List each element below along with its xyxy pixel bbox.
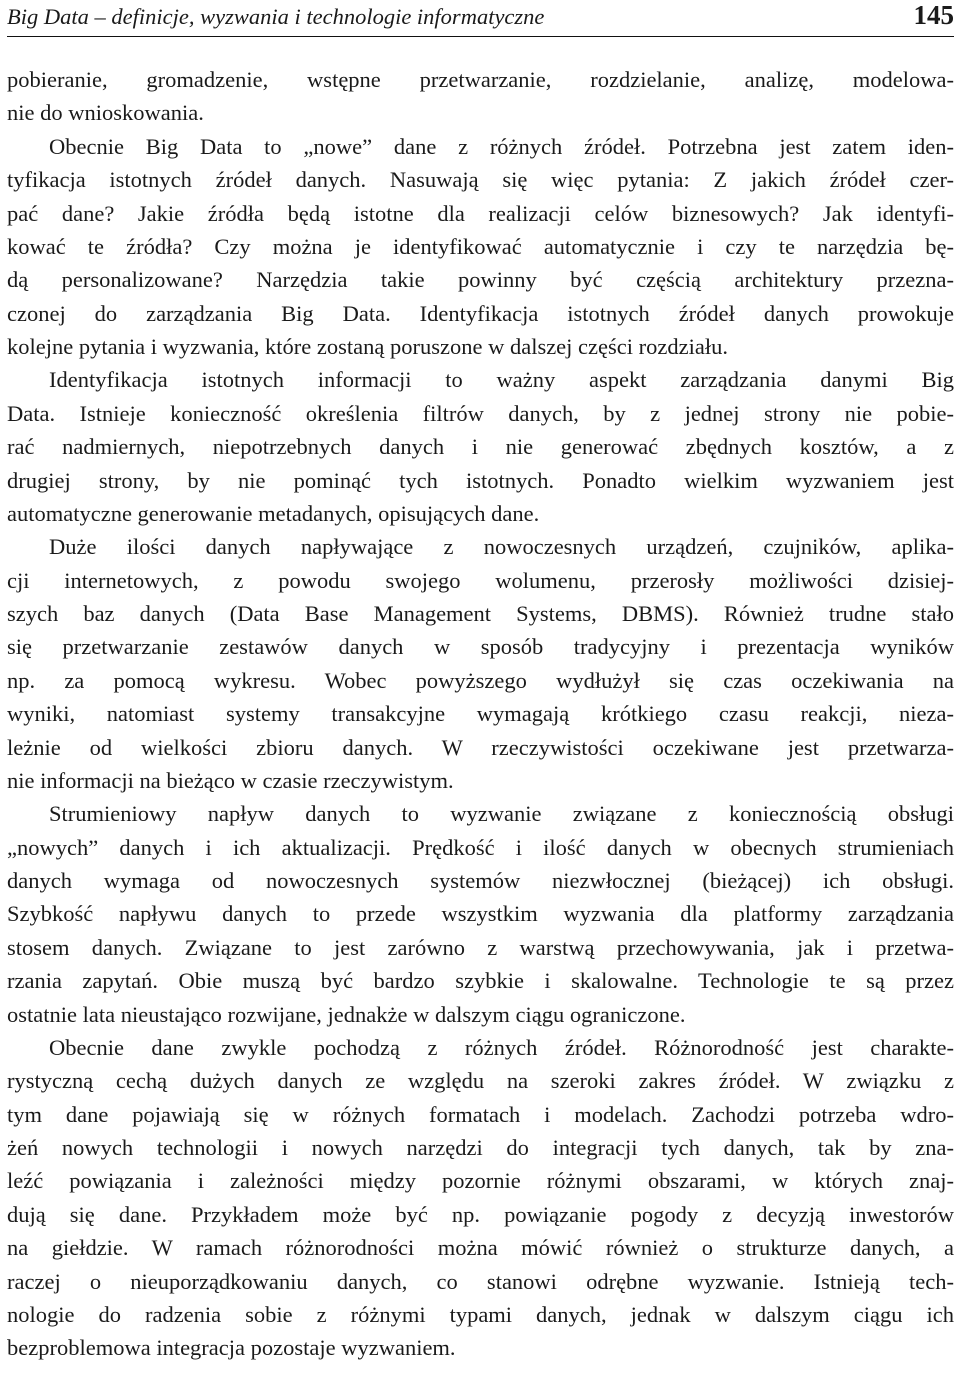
text-line: leźć powiązania i zależności między pozornie różnymi obszarami, w których znaj- <box>7 1168 954 1194</box>
text-line: drugiej strony, by nie pominąć tych istotnych. Ponadto wielkim wyzwaniem jest <box>7 467 954 493</box>
text-line: kować te źródła? Czy można je identyfikować automatycznie i czy te narzędzia bę- <box>7 233 954 259</box>
text-line: pobieranie, gromadzenie, wstępne przetwarzanie, rozdzielanie, analizę, modelowa- <box>7 67 954 92</box>
text-line: rzania zapytań. Obie muszą być bardzo szybkie i skalowalne. Technologie te są przez <box>7 968 954 994</box>
text-line: rać nadmiernych, niepotrzebnych danych i nie generować zbędnych kosztów, a z <box>7 434 954 460</box>
text-line: Identyfikacja istotnych informacji to ważny aspekt zarządzania danymi Big <box>49 367 954 393</box>
running-header-title: Big Data – definicje, wyzwania i technologie informatyczne <box>7 4 545 29</box>
text-line: bezproblemowa integracja pozostaje wyzwaniem. <box>7 1335 456 1361</box>
text-line: nie informacji na bieżąco w czasie rzeczywistym. <box>7 767 454 793</box>
page-number: 145 <box>913 0 954 30</box>
text-line: Obecnie dane zwykle pochodzą z różnych źródeł. Różnorodność jest charakte- <box>49 1034 954 1060</box>
text-line: automatyczne generowanie metadanych, opisujących dane. <box>7 500 540 526</box>
text-line: kolejne pytania i wyzwania, które zostaną poruszone w dalszej części rozdziału. <box>7 334 728 359</box>
text-line: ostatnie lata nieustająco rozwijane, jednakże w dalszym ciągu ograniczone. <box>7 1001 686 1027</box>
text-line: czonej do zarządzania Big Data. Identyfikacja istotnych źródeł danych prowokuje <box>7 300 954 326</box>
text-line: Szybkość napływu danych to przede wszystkim wyzwania dla platformy zarządzania <box>7 901 954 927</box>
text-line: wyniki, natomiast systemy transakcyjne wymagają krótkiego czasu reakcji, nieza- <box>7 701 954 727</box>
text-line: nologie do radzenia sobie z różnymi typami danych, jednak w dalszym ciągu ich <box>7 1301 954 1327</box>
page-header <box>7 0 954 37</box>
text-line: żeń nowych technologii i nowych narzędzi do integracji tych danych, tak by zna- <box>7 1135 954 1160</box>
text-line: Strumieniowy napływ danych to wyzwanie związane z koniecznością obsługi <box>49 801 954 827</box>
text-line: Data. Istnieje konieczność określenia filtrów danych, by z jednej strony nie pobie- <box>7 400 954 426</box>
text-line: nie do wnioskowania. <box>7 100 204 126</box>
text-line: stosem danych. Związane to jest zarówno z warstwą przechowywania, jak i przetwa- <box>7 934 954 960</box>
text-line: rystyczną cechą dużych danych ze względu na szeroki zakres źródeł. W związku z <box>7 1068 954 1094</box>
body-text <box>7 63 954 1365</box>
text-line: pać dane? Jakie źródła będą istotne dla realizacji celów biznesowych? Jak identyfi- <box>7 200 954 226</box>
text-line: cji internetowych, z powodu swojego wolumenu, przerosły możliwości dzisiej- <box>7 567 954 593</box>
text-line: „nowych” danych i ich aktualizacji. Prędkość i ilość danych w obecnych strumieniach <box>7 834 954 860</box>
text-line: tyfikacja istotnych źródeł danych. Nasuwają się więc pytania: Z jakich źródeł czer- <box>7 167 954 193</box>
text-line: tym dane pojawiają się w różnych formatach i modelach. Zachodzi potrzeba wdro- <box>7 1101 954 1127</box>
text-line: się przetwarzanie zestawów danych w sposób tradycyjny i prezentacja wyników <box>7 634 954 660</box>
text-line: na giełdzie. W ramach różnorodności można mówić również o strukturze danych, a <box>7 1235 954 1261</box>
text-line: danych wymaga od nowoczesnych systemów niezwłocznej (bieżącej) ich obsługi. <box>7 868 954 893</box>
text-line: Duże ilości danych napływające z nowoczesnych urządzeń, czujników, aplika- <box>49 534 954 560</box>
text-line: Obecnie Big Data to „nowe” dane z różnych źródeł. Potrzebna jest zatem iden- <box>49 133 954 159</box>
text-line: szych baz danych (Data Base Management Systems, DBMS). Również trudne stało <box>7 601 954 626</box>
text-line: dą personalizowane? Narzędzia takie powinny być częścią architektury przezna- <box>7 267 954 293</box>
text-line: leżnie od wielkości zbioru danych. W rzeczywistości oczekiwane jest przetwarza- <box>7 734 954 760</box>
text-line: dują się dane. Przykładem może być np. powiązanie pogody z decyzją inwestorów <box>7 1201 954 1227</box>
text-line: np. za pomocą wykresu. Wobec powyższego wydłużył się czas oczekiwania na <box>7 667 954 693</box>
text-line: raczej o nieuporządkowaniu danych, co stanowi odrębne wyzwanie. Istnieją tech- <box>7 1268 954 1294</box>
